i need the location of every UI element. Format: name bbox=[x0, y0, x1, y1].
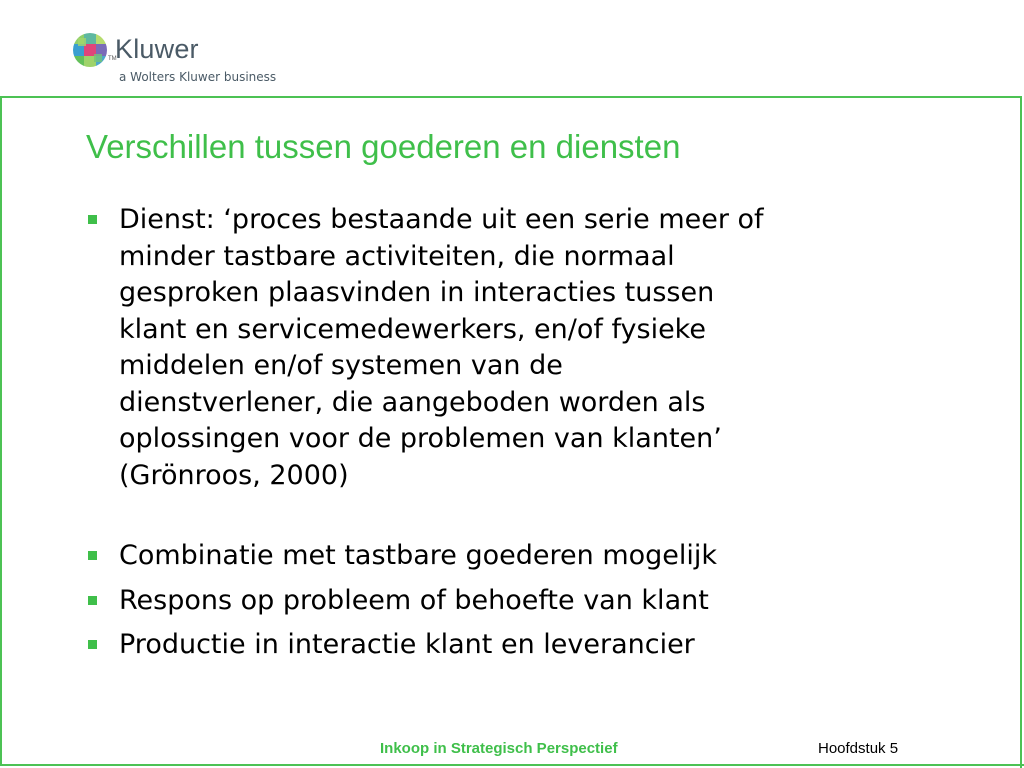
bullet-text-line: minder tastbare activiteiten, die normaal bbox=[119, 240, 675, 272]
logo-tagline: a Wolters Kluwer business bbox=[119, 70, 277, 84]
bullet-item bbox=[86, 583, 986, 620]
bullet-text-line: oplossingen voor de problemen van klanten’ bbox=[119, 423, 722, 454]
bullet-text-line: Productie in interactie klant en leverancier bbox=[119, 629, 695, 660]
kluwer-logo bbox=[72, 30, 312, 90]
slide-frame-right-edge bbox=[1020, 96, 1022, 768]
square-bullet-icon bbox=[88, 640, 97, 649]
logo-wordmark: Kluwer bbox=[115, 34, 199, 64]
slide-title: Verschillen tussen goederen en diensten bbox=[86, 128, 681, 165]
slide-frame-bottom-edge bbox=[0, 764, 1024, 766]
bullet-text-line: dienstverlener, die aangeboden worden als bbox=[119, 386, 706, 418]
bullet-text-line: Combinatie met tastbare goederen mogelijk bbox=[119, 540, 718, 571]
bullet-text-line: klant en servicemedewerkers, en/of fysieke bbox=[119, 313, 706, 345]
footer-book-title: Inkoop in Strategisch Perspectief bbox=[380, 740, 618, 757]
bullet-text-line: Dienst: ‘proces bestaande uit een serie meer of bbox=[119, 204, 764, 235]
bullet-item bbox=[86, 202, 986, 494]
bullet-text-line: middelen en/of systemen van de bbox=[119, 350, 563, 381]
bullet-list bbox=[86, 202, 986, 664]
bullet-item bbox=[86, 538, 986, 575]
kluwer-mosaic-logo-icon bbox=[72, 32, 108, 68]
logo-trademark: TM bbox=[108, 56, 117, 62]
bullet-item bbox=[86, 627, 986, 664]
square-bullet-icon bbox=[88, 596, 97, 605]
square-bullet-icon bbox=[88, 551, 97, 560]
square-bullet-icon bbox=[88, 215, 97, 224]
bullet-text-line: gesproken plaasvinden in interacties tussen bbox=[119, 277, 715, 308]
bullet-text-line: Respons op probleem of behoefte van klant bbox=[119, 584, 709, 616]
footer-chapter: Hoofdstuk 5 bbox=[818, 740, 899, 757]
bullet-text-line: (Grönroos, 2000) bbox=[119, 459, 349, 491]
